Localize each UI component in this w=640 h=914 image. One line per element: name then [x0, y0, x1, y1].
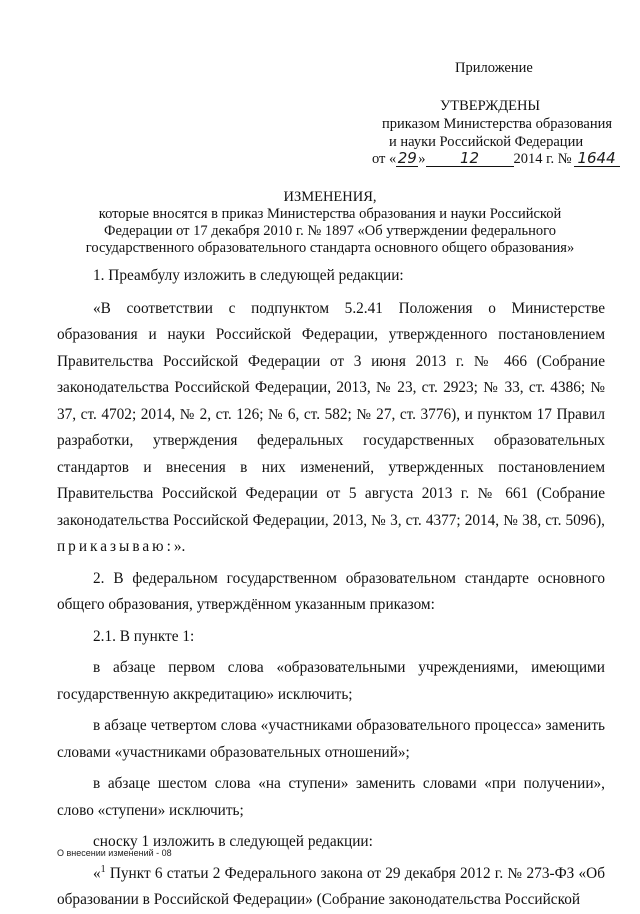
paragraph-2-main: «В соответствии с подпунктом 5.2.41 Положения о Министерстве образования и науки Российской Федерации, утвержденного постановлением Правительства Российской Федерации от 3 июня 2013 г. № 466 (Собрание законодательства Российской Федерации, 2013, № 23, ст. 2923; № 33, ст. 4386; № 37, ст. 4702; 2014, № 2, ст. 126; № 6, ст. 582; № 27, ст. 3776), и пунктом 17 Правил разработки, утверждения федеральных государственных образовательных стандартов и внесения в них изменений, утвержденных постановлением Правительства Российской Федерации от 5 августа 2013 г. № 661 (Собрание законодательства Российской Федерации, 2013, № 3, ст. 4377; 2014, № 38, ст. 5096), [57, 299, 605, 529]
title-subtitle-line-1: которые вносятся в приказ Министерства образования и науки Российской [98, 206, 562, 222]
document-title [60, 189, 600, 257]
paragraph-9 [57, 861, 605, 914]
title-subtitle-line-2: Федерации от 17 декабря 2010 г. № 1897 «Об утверждении федерального [104, 223, 556, 239]
document-body [57, 263, 605, 914]
paragraph-9-text: Пункт 6 статьи 2 Федерального закона от 29 декабря 2012 г. № 273-ФЗ «Об образовании в Российской Федерации» (Собрание законодательства Российской [57, 864, 605, 908]
approved-label [440, 97, 540, 116]
approval-line-1 [382, 115, 612, 134]
date-quote-close: » [418, 151, 426, 167]
paragraph-2 [57, 296, 605, 561]
paragraph-6: в абзаце четвертом слова «участниками образовательного процесса» заменить словами «участниками образовательных отношений»; [57, 717, 605, 761]
paragraph-1: 1. Преамбулу изложить в следующей редакции: [93, 267, 404, 284]
paragraph-2-order-word: приказываю: [57, 538, 174, 555]
page-footer: О внесении изменений - 08 [57, 848, 172, 858]
date-year: 2014 г. № [513, 151, 572, 167]
handwritten-month: 12 [426, 150, 514, 167]
title-subtitle-line-3: государственного образовательного стандарта основного общего образования» [85, 240, 575, 256]
paragraph-7: в абзаце шестом слова «на ступени» заменить словами «при получении», слово «ступени» исключить; [57, 775, 605, 819]
paragraph-8: сноску 1 изложить в следующей редакции: [93, 833, 373, 850]
approval-line-1-text: приказом Министерства образования [382, 116, 613, 132]
approval-line-2-text: и науки Российской Федерации [389, 134, 584, 150]
paragraph-3: 2. В федеральном государственном образовательном стандарте основного общего образования, утверждённом указанным приказом: [57, 569, 605, 613]
appendix-text: Приложение [455, 60, 533, 76]
footnote-marker: 1 [100, 863, 106, 875]
appendix-label [455, 59, 533, 78]
date-prefix: от « [372, 151, 397, 167]
paragraph-4: 2.1. В пункте 1: [93, 627, 195, 645]
paragraph-9-open-quote: « [93, 864, 101, 882]
paragraph-2-end: ». [173, 538, 186, 555]
handwritten-day: 29 [397, 149, 417, 167]
paragraph-5: в абзаце первом слова «образовательными учреждениями, имеющими государственную аккредитацию» исключить; [57, 659, 605, 703]
title-heading: ИЗМЕНЕНИЯ, [283, 189, 377, 205]
handwritten-order-number: 1644 [574, 150, 620, 167]
approval-date-line [372, 150, 640, 169]
approved-text: УТВЕРЖДЕНЫ [440, 98, 541, 114]
